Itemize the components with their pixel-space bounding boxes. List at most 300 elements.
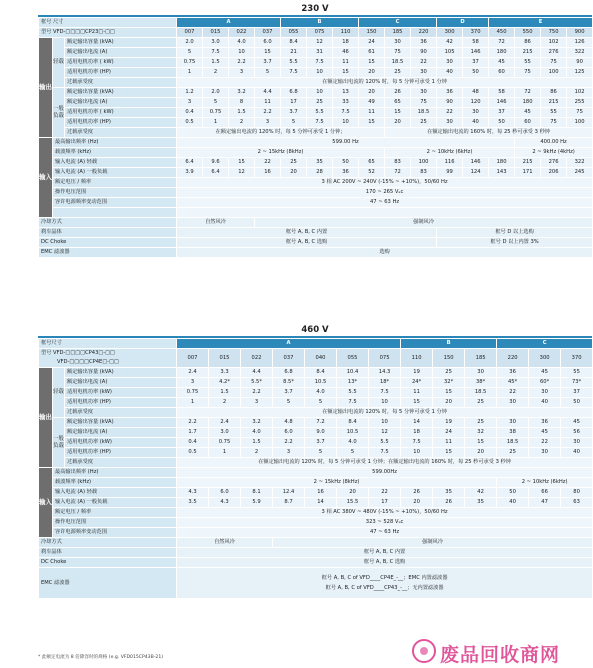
cell: 14: [401, 418, 433, 428]
model-code: 007: [177, 28, 203, 38]
cell: 2: [203, 68, 229, 78]
cell: 36: [411, 38, 437, 48]
cell: 10: [229, 48, 255, 58]
cell: 10: [307, 88, 333, 98]
cell: 36: [437, 88, 463, 98]
cell: 8.7: [273, 498, 305, 508]
cell: 72: [515, 88, 541, 98]
row-label: 输入电流 (A) 轻载: [53, 488, 177, 498]
cell: 215: [515, 158, 541, 168]
cell: 25: [411, 118, 437, 128]
cell: 6.4: [203, 168, 229, 178]
cell: 58: [463, 38, 489, 48]
cell: 36: [529, 418, 561, 428]
cell: 83: [411, 168, 437, 178]
cell: 8: [229, 98, 255, 108]
model-code: 550: [515, 28, 541, 38]
cell: 3.0: [209, 428, 241, 438]
model-code: 370: [561, 349, 593, 368]
cell: 12: [229, 168, 255, 178]
cell: 1.5: [241, 438, 273, 448]
row-label: 操作电压范围: [53, 518, 177, 528]
cell: 15.5: [337, 498, 369, 508]
cell: 52: [359, 168, 385, 178]
cell: 143: [489, 168, 515, 178]
cell: 40: [463, 118, 489, 128]
model-code: 037: [273, 349, 305, 368]
frame-b-header: B: [281, 18, 359, 28]
row-label: 冷却方式: [39, 218, 177, 228]
cell: 38*: [465, 378, 497, 388]
frame-d-header: D: [437, 18, 489, 28]
input-section-label: 输入: [39, 138, 53, 218]
cell: 38: [497, 428, 529, 438]
cell: 25: [281, 158, 307, 168]
cell: 30: [529, 448, 561, 458]
spec-table-230v: [38, 3, 592, 258]
cell: 35: [307, 158, 333, 168]
cell: 11: [401, 388, 433, 398]
cell: 9.0: [305, 428, 337, 438]
cell: 1: [177, 68, 203, 78]
cell: 47: [529, 498, 561, 508]
cell: 20: [281, 168, 307, 178]
cell: 20: [359, 68, 385, 78]
cell: 15: [333, 68, 359, 78]
cell: 37: [561, 388, 593, 398]
cell: 90: [567, 58, 593, 68]
model-code: 900: [567, 28, 593, 38]
cell: 40: [529, 398, 561, 408]
cell: 180: [515, 98, 541, 108]
cell: 20: [433, 398, 465, 408]
row-label: 容许电源频率变动范围: [53, 198, 177, 208]
cooling-forced: 强制风冷: [273, 538, 593, 548]
cell: 55: [561, 368, 593, 378]
cell: 55: [541, 108, 567, 118]
cell: 30: [411, 88, 437, 98]
normal-load-label: 一般负载: [53, 418, 65, 468]
cell: 5: [203, 98, 229, 108]
cell: 49: [359, 98, 385, 108]
cell: 40: [437, 68, 463, 78]
max-freq-a: 599.00 Hz: [177, 138, 515, 148]
cell: 4.0: [305, 388, 337, 398]
row-label: 额定输出电流 (A): [65, 48, 177, 58]
model-code: 022: [241, 349, 273, 368]
model-code: 220: [411, 28, 437, 38]
cell: 0.4: [177, 438, 209, 448]
cell: 26: [433, 498, 465, 508]
frame-a-header: A: [177, 339, 401, 349]
cell: 322: [567, 158, 593, 168]
frame-size-label: 框号尺寸: [39, 339, 177, 349]
cell: 245: [567, 168, 593, 178]
cell: 5: [305, 448, 337, 458]
cell: 45: [529, 428, 561, 438]
spec-table-460v: [38, 324, 592, 599]
row-label: 适用电机功率 ( kW): [65, 58, 177, 68]
model-code: 055: [337, 349, 369, 368]
normal-load-label: 一般负载: [53, 88, 65, 138]
cell: 3.0: [203, 38, 229, 48]
row-label: 输入电流 (A) 轻载: [53, 158, 177, 168]
dc-choke-abc: 框号 A, B, C 选购: [177, 238, 437, 248]
cell: 75: [541, 118, 567, 128]
cell: 4.4: [241, 368, 273, 378]
cell: 46: [333, 48, 359, 58]
dc-choke-d: 框号 D 以上内置 3%: [437, 238, 593, 248]
cell: 0.75: [203, 108, 229, 118]
cell: 3: [177, 98, 203, 108]
cell: 45: [561, 418, 593, 428]
cell: 36: [333, 168, 359, 178]
cooling-natural: 自然风冷: [177, 218, 255, 228]
brake-transistor: 框号 A, B, C 内置: [177, 548, 593, 558]
cell: 50: [497, 488, 529, 498]
cell: 4.0: [337, 438, 369, 448]
cell: 30: [437, 58, 463, 68]
row-label: 额定输出容量 (kVA): [65, 38, 177, 48]
cell: 1: [209, 448, 241, 458]
frame-c-header: C: [359, 18, 437, 28]
row-label: 刹车晶体: [39, 228, 177, 238]
cell: 3.9: [177, 168, 203, 178]
row-label: 输入电流 (A) 一般负载: [53, 498, 177, 508]
carrier-c: 2 ~ 9kHz (4kHz): [515, 148, 593, 158]
row-label: 过载承受度: [65, 408, 177, 418]
cell: 125: [567, 68, 593, 78]
cell: 5: [305, 398, 337, 408]
carrier-b: 2 ~ 10kHz (6kHz): [385, 148, 515, 158]
model-code: 015: [209, 349, 241, 368]
cell: 2.0: [203, 88, 229, 98]
cell: 61: [359, 48, 385, 58]
overload-text: 在额定输出电流的 120% 时，每 5 分钟可承受 1 分钟: [177, 78, 593, 88]
model-code: 075: [369, 349, 401, 368]
cell: 6.0: [255, 38, 281, 48]
cell: 16: [255, 168, 281, 178]
row-label: 载波频率 (kHz): [53, 148, 177, 158]
cell: 2.2: [255, 108, 281, 118]
cell: 180: [489, 48, 515, 58]
cell: 8.1: [241, 488, 273, 498]
cell: 124: [463, 168, 489, 178]
cell: 18.5: [497, 438, 529, 448]
model-label: 型号 VFD-□□□□CP23□-□□: [39, 28, 177, 38]
cell: 3.7: [255, 58, 281, 68]
cell: 90: [437, 98, 463, 108]
cell: 24: [433, 428, 465, 438]
row-label: 额定输出容量 (kVA): [65, 368, 177, 378]
output-section-label: 输出: [39, 368, 53, 468]
cell: 102: [567, 88, 593, 98]
cell: 35: [465, 498, 497, 508]
cell: 4.0: [241, 428, 273, 438]
cell: 4.8: [273, 418, 305, 428]
cell: 13: [333, 88, 359, 98]
cell: 2.2: [273, 438, 305, 448]
row-label: 额定输出容量 (kVA): [65, 88, 177, 98]
cell: 126: [567, 38, 593, 48]
cell: 3: [177, 378, 209, 388]
cell: 42: [437, 38, 463, 48]
cell: 1.7: [177, 428, 209, 438]
output-section-label: 输出: [39, 38, 53, 138]
cell: 1: [177, 398, 209, 408]
cell: 146: [463, 48, 489, 58]
cell: 0.75: [209, 438, 241, 448]
row-label: 额定输出电流 (A): [65, 428, 177, 438]
cell: 146: [463, 158, 489, 168]
cell: 21: [281, 48, 307, 58]
cell: 25: [433, 368, 465, 378]
cell: 60: [515, 118, 541, 128]
frame-b-header: B: [401, 339, 497, 349]
cell: 18.5: [385, 58, 411, 68]
cooling-natural: 自然风冷: [177, 538, 273, 548]
spec-grid-460v: [38, 338, 593, 599]
cell: 14: [305, 498, 337, 508]
cell: 65: [359, 158, 385, 168]
cell: 1: [203, 118, 229, 128]
cell: 60*: [529, 378, 561, 388]
model-label-line: VFD-□□□□CP4E□-□□: [57, 359, 119, 365]
cell: 1.5: [203, 58, 229, 68]
cell: 10.5: [337, 428, 369, 438]
cell: 28: [307, 168, 333, 178]
row-label: 冷却方式: [39, 538, 177, 548]
cell: 3: [255, 118, 281, 128]
cell: 2.4: [177, 368, 209, 378]
cell: 5.5: [369, 438, 401, 448]
cell: 100: [567, 118, 593, 128]
model-code: 075: [307, 28, 333, 38]
emc-filter: [177, 568, 593, 599]
cell: 7.5: [281, 68, 307, 78]
cell: 30: [529, 388, 561, 398]
model-label-line: 型号 VFD-□□□□CP43□-□□: [41, 350, 115, 356]
rated-voltage: 3 相 AC 200V ~ 240V (-15% ~ +10%)，50/60 Hz: [177, 178, 593, 188]
cell: 3.3: [209, 368, 241, 378]
cell: 3.7: [305, 438, 337, 448]
cell: 22: [411, 58, 437, 68]
spec-grid-230v: [38, 17, 593, 258]
row-label: 额定电压 / 频率: [53, 178, 177, 188]
cell: 11: [433, 438, 465, 448]
cell: 50: [333, 158, 359, 168]
model-code: 110: [401, 349, 433, 368]
cell: 9.6: [203, 158, 229, 168]
cell: 3: [229, 68, 255, 78]
cell: 20: [337, 488, 369, 498]
row-label: 过载承受度: [65, 128, 177, 138]
row-label: DC Choke: [39, 558, 177, 568]
cell: 102: [541, 38, 567, 48]
row-label: 容许电源频率变动范围: [53, 528, 177, 538]
cell: 11: [333, 58, 359, 68]
cell: 66: [529, 488, 561, 498]
brake-abc: 框号 A, B, C 内置: [177, 228, 437, 238]
cell: 18: [333, 38, 359, 48]
row-label: 最高输出频率 (Hz): [53, 138, 177, 148]
cell: 100: [411, 158, 437, 168]
cell: 120: [463, 98, 489, 108]
cell: 10: [333, 118, 359, 128]
cell: 37: [489, 108, 515, 118]
cell: 4.4: [255, 88, 281, 98]
cell: 32*: [433, 378, 465, 388]
cell: 276: [541, 48, 567, 58]
row-label: 载波频率 (kHz): [53, 478, 177, 488]
cell: 56: [561, 428, 593, 438]
cell: 6.0: [273, 428, 305, 438]
cell: 75: [515, 68, 541, 78]
cell: 7.5: [333, 108, 359, 118]
cell: 45: [529, 368, 561, 378]
model-code: 300: [437, 28, 463, 38]
overload-text-b: 在额定输出电流的 160% 时，每 25 秒可承受 3 秒钟: [385, 128, 593, 138]
row-label: [53, 208, 177, 218]
model-code: 015: [203, 28, 229, 38]
cell: 1.5: [209, 388, 241, 398]
cell: 15: [359, 58, 385, 68]
cell: 15: [385, 108, 411, 118]
cell: 0.4: [177, 108, 203, 118]
cell: 45: [515, 108, 541, 118]
cell: 15: [433, 388, 465, 398]
cell: 10.5: [305, 378, 337, 388]
cell: 2.2: [177, 418, 209, 428]
cell: 20: [359, 88, 385, 98]
cell: 80: [561, 488, 593, 498]
cell: 72: [489, 38, 515, 48]
row-label: 输入电流 (A) 一般负载: [53, 168, 177, 178]
cell: 276: [541, 158, 567, 168]
cell: 30: [465, 368, 497, 378]
cell: 2: [241, 448, 273, 458]
cell: 50: [561, 398, 593, 408]
watermark: [412, 638, 592, 666]
cell: 12: [307, 38, 333, 48]
cell: 26: [401, 488, 433, 498]
cell: 5: [273, 398, 305, 408]
model-code: 750: [541, 28, 567, 38]
cell: 22: [369, 488, 401, 498]
cell: 37: [463, 58, 489, 68]
model-code: 150: [433, 349, 465, 368]
model-code: 185: [465, 349, 497, 368]
cell: 30: [497, 418, 529, 428]
cell: 13*: [337, 378, 369, 388]
cell: 5.5: [281, 58, 307, 68]
cell: 22: [497, 388, 529, 398]
row-label: 额定输出电流 (A): [65, 98, 177, 108]
cell: 50: [489, 118, 515, 128]
cell: 8.4: [305, 368, 337, 378]
cell: 8.4: [281, 38, 307, 48]
cell: 171: [515, 168, 541, 178]
cell: 5: [281, 118, 307, 128]
cell: 73*: [561, 378, 593, 388]
voltage-range: 170 ~ 265 Vₐc: [177, 188, 593, 198]
model-code: 022: [229, 28, 255, 38]
cell: 90: [411, 48, 437, 58]
cell: 6.0: [209, 488, 241, 498]
cell: 40: [497, 498, 529, 508]
row-label: 最高输出频率 (Hz): [53, 468, 177, 478]
max-freq: 599.00Hz: [177, 468, 593, 478]
cell: 55: [515, 58, 541, 68]
cell: 3.2: [241, 418, 273, 428]
carrier-a: 2 ~ 15kHz (8kHz): [177, 478, 497, 488]
cell: 42: [465, 488, 497, 498]
cell: 32: [465, 428, 497, 438]
cell: 48: [463, 88, 489, 98]
cell: 50: [463, 68, 489, 78]
cell: 33: [333, 98, 359, 108]
cell: 7.5: [369, 448, 401, 458]
row-label: EMC 滤波器: [39, 568, 177, 599]
cell: 2.0: [177, 38, 203, 48]
cell: 36: [497, 368, 529, 378]
cell: 26: [385, 88, 411, 98]
cell: 30: [561, 438, 593, 448]
cell: 1.5: [229, 108, 255, 118]
cell: 5.5: [337, 388, 369, 398]
model-code: 150: [359, 28, 385, 38]
cell: 7.5: [307, 58, 333, 68]
cell: 12: [369, 428, 401, 438]
row-label: 适用电机功率 (HP): [65, 118, 177, 128]
cell: 8.4: [337, 418, 369, 428]
cell: 63: [561, 498, 593, 508]
cell: 4.2*: [209, 378, 241, 388]
cell: 6.8: [273, 368, 305, 378]
cell: 5: [255, 68, 281, 78]
cell: 14.3: [369, 368, 401, 378]
brake-d: 框号 D 以上选购: [437, 228, 593, 238]
frame-size-label: 框号 尺寸: [39, 18, 177, 28]
cell: 1.2: [177, 88, 203, 98]
cell: 15: [229, 158, 255, 168]
row-label: 适用电机功率 (HP): [65, 68, 177, 78]
cell: 86: [541, 88, 567, 98]
carrier-b: 2 ~ 10kHz (6kHz): [497, 478, 593, 488]
model-code: 300: [529, 349, 561, 368]
row-label: 过载承受度: [65, 458, 177, 468]
max-freq-b: 400.00 Hz: [515, 138, 593, 148]
table-title-460v: 460 V: [38, 324, 592, 338]
overload-text: 在额定输出电流的 120% 时，每 5 分钟可承受 1 分钟；在额定输出电流的 160% 时，每 25 秒可承受 3 秒钟: [177, 458, 593, 468]
cell: 0.5: [177, 448, 209, 458]
cell: 20: [385, 118, 411, 128]
freq-range: 47 ~ 63 Hz: [177, 198, 593, 208]
cell: 11: [255, 98, 281, 108]
cell: 17: [369, 498, 401, 508]
cell: 7.5: [337, 398, 369, 408]
cell: 22: [529, 438, 561, 448]
cell: 5: [337, 448, 369, 458]
row-label: DC Choke: [39, 238, 177, 248]
cell: 18: [401, 428, 433, 438]
cell: 2: [209, 398, 241, 408]
cell: 322: [567, 48, 593, 58]
carrier-a: 2 ~ 15kHz (8kHz): [177, 148, 385, 158]
table-title-230v: 230 V: [38, 3, 592, 17]
cell: 5.5: [307, 108, 333, 118]
cell: 146: [489, 98, 515, 108]
